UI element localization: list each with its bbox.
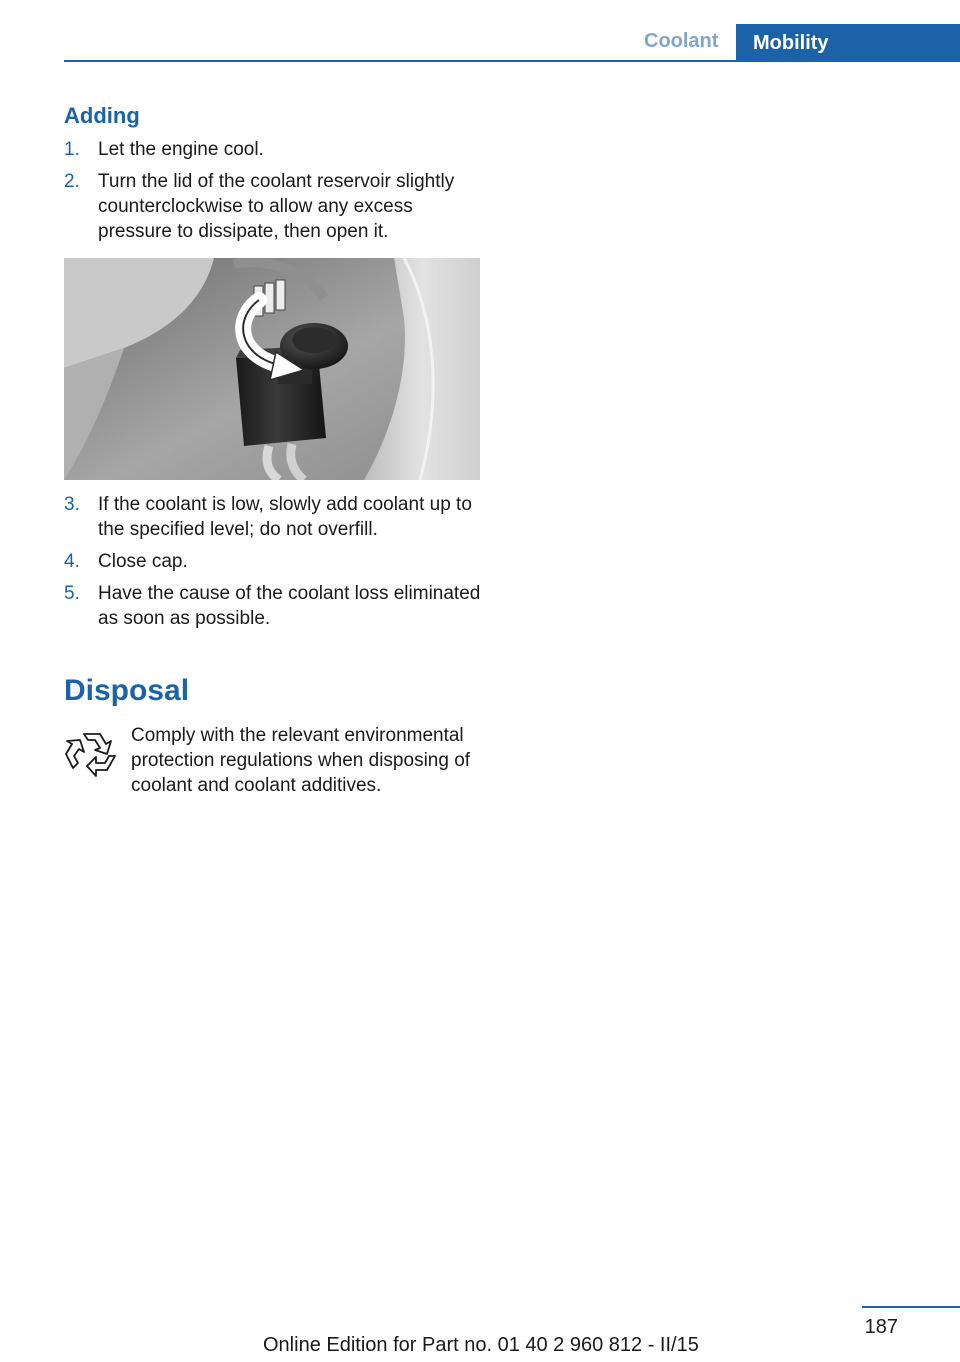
page-number: 187	[864, 1316, 898, 1338]
coolant-reservoir-photo	[64, 258, 480, 480]
footer-rule	[862, 1306, 960, 1308]
step-number: 3.	[64, 494, 80, 515]
edition-footer: Online Edition for Part no. 01 40 2 960 812 - II/15	[263, 1334, 699, 1356]
header-rule	[64, 60, 960, 62]
header-chapter-tab: Mobility	[736, 24, 960, 62]
adding-heading: Adding	[64, 103, 140, 128]
disposal-text: Comply with the relevant environmental protection regulations when disposing of coolant and coolant additives.	[131, 725, 471, 796]
coolant-reservoir-illustration	[64, 258, 480, 480]
step-text: Have the cause of the coolant loss eliminated as soon as possible.	[98, 583, 481, 629]
disposal-heading: Disposal	[64, 674, 190, 707]
step-text: Turn the lid of the coolant reservoir slightly counterclockwise to allow any excess pressure to dissipate, then open it.	[98, 171, 455, 242]
step-number: 4.	[64, 551, 80, 572]
header-section-title: Coolant	[644, 30, 719, 52]
step-number: 5.	[64, 583, 80, 604]
step-text: Let the engine cool.	[98, 139, 264, 160]
step-text: Close cap.	[98, 551, 188, 572]
step-number: 1.	[64, 139, 80, 160]
step-number: 2.	[64, 171, 80, 192]
recycle-icon	[64, 726, 120, 782]
step-text: If the coolant is low, slowly add coolant up to the specified level; do not overfill.	[98, 494, 472, 540]
